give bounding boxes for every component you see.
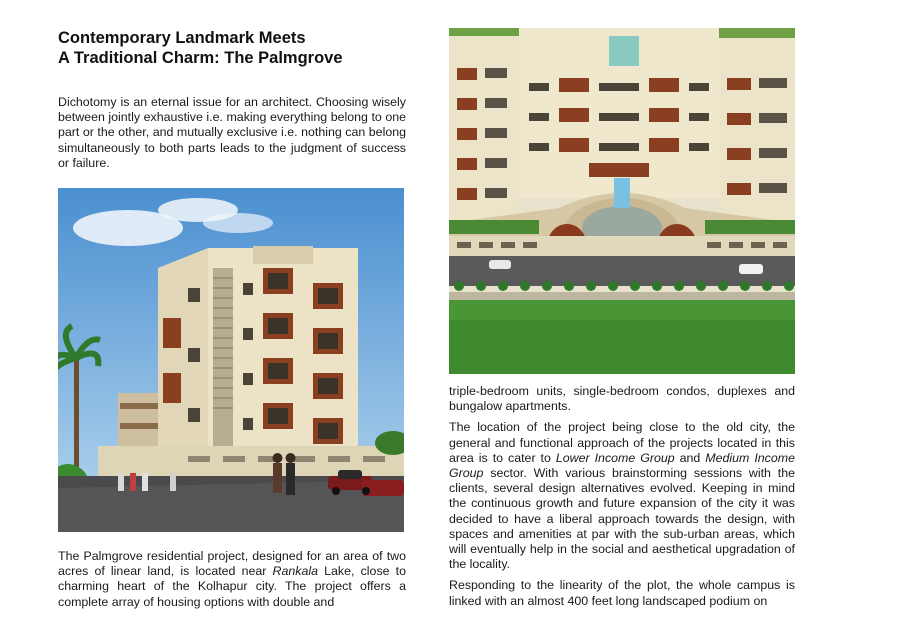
- lig-italic: Lower Income Group: [555, 450, 675, 465]
- right-text-block: [449, 384, 795, 609]
- podium-paragraph: Responding to the linearity of the plot, the whole campus is linked with an almost 400 feet long landscaped podium on: [449, 578, 795, 608]
- housing-types-paragraph: triple-bedroom units, single-bedroom condos, duplexes and bungalow apartments.: [449, 384, 795, 414]
- location-text-a: The Palmgrove residential project, designed for an area of two acres of linear land, is located near: [58, 549, 406, 579]
- campus-aerial-image: [449, 28, 795, 374]
- income-group-paragraph: [449, 420, 795, 572]
- income-text-c: sector. With various brainstorming sessions with the clients, several design alternatives evolved. Keeping in mind the continuous growth and future expansion of the city it was decided to have a liberal approach towards the design, with spaces and amenities at par with the sub-urban areas, which will eventually help in the social and aesthetical upgradation of the locality.: [449, 466, 795, 572]
- income-text-a: The location of the project being close to the old city, the general and functional approach of the projects located in this area is to cater to: [449, 420, 795, 465]
- article-title: [58, 28, 406, 68]
- location-text-b: Lake, close to charming heart of the Kolhapur city. The project offers a complete array of housing options with double and: [58, 564, 407, 609]
- left-column: [58, 28, 406, 610]
- income-text-b: and: [674, 450, 706, 465]
- title-line-1: Contemporary Landmark Meets: [58, 29, 306, 47]
- intro-paragraph: Dichotomy is an eternal issue for an architect. Choosing wisely between jointly exhaustive i.e. making everything belong to one part or the other, and mutually exclusive i.e. nothing can belong simultaneously to both parts leads to the judgment of success or failure.: [58, 95, 406, 170]
- building-perspective-image: [58, 188, 404, 532]
- rankala-italic: Rankala: [272, 564, 318, 579]
- mig-italic: Medium Income Group: [449, 450, 795, 481]
- title-line-2: A Traditional Charm: The Palmgrove: [58, 49, 343, 67]
- location-paragraph: [58, 549, 406, 610]
- right-column: [449, 28, 795, 609]
